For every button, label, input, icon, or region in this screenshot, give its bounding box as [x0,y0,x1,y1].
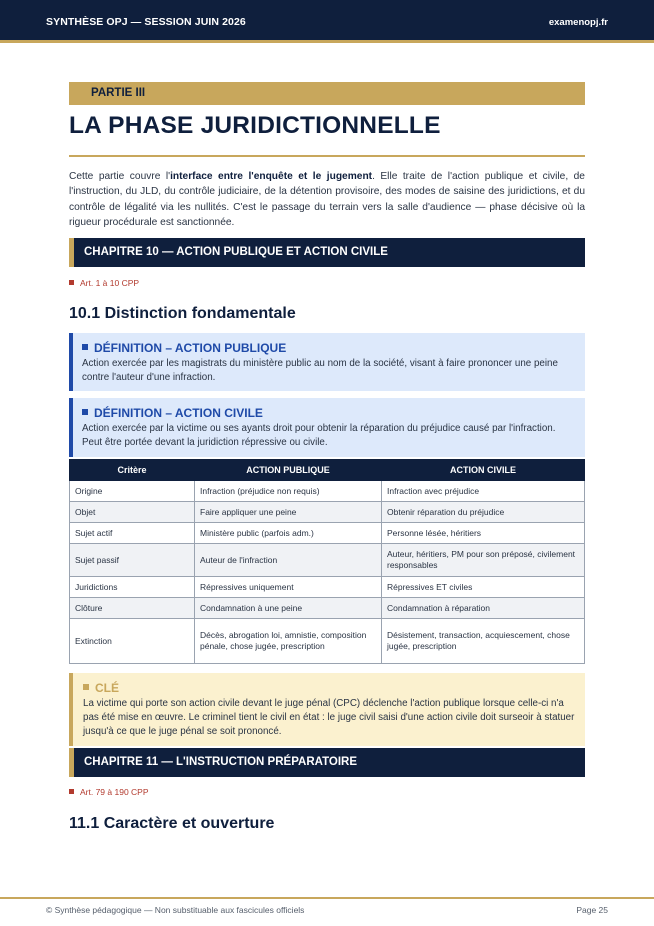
table-row [70,598,585,619]
definition-box-action-civile [69,398,585,457]
table-cell: Extinction [70,619,195,664]
table-cell: Condamnation à réparation [382,598,585,619]
page-title: LA PHASE JURIDICTIONNELLE [69,112,441,139]
square-bullet-icon [82,409,88,415]
chapter-11-reference [69,787,149,797]
definition-text: Action exercée par les magistrats du ministère public au nom de la société, visant à faire prononcer une peine contre l'auteur d'une infraction. [82,358,558,383]
table-cell: Répressives uniquement [195,577,382,598]
table-cell: Origine [70,481,195,502]
header-site: examenopj.fr [548,17,608,28]
definition-title [82,406,575,420]
key-callout-box [69,673,585,746]
page-number: Page 25 [576,905,608,915]
definition-title-text: DÉFINITION – ACTION CIVILE [94,406,263,420]
table-header-row [70,460,585,481]
key-title [83,681,575,695]
table-cell: Décès, abrogation loi, amnistie, composition pénale, chose jugée, prescription [195,619,382,664]
chapter-11-reference-text: Art. 79 à 190 CPP [80,787,149,797]
chapter-10-reference-text: Art. 1 à 10 CPP [80,278,140,288]
table-cell: Infraction avec préjudice [382,481,585,502]
table-row [70,481,585,502]
table-cell: Infraction (préjudice non requis) [195,481,382,502]
footer-divider [0,897,654,899]
definition-title [82,341,575,355]
header-title: SYNTHÈSE OPJ — SESSION JUIN 2026 [46,16,246,28]
table-cell: Juridictions [70,577,195,598]
table-cell: Auteur, héritiers, PM pour son préposé, civilement responsables [382,544,585,577]
title-divider [69,155,585,157]
table-cell: Sujet passif [70,544,195,577]
bullet-square-icon [69,280,74,285]
table-cell: Sujet actif [70,523,195,544]
bullet-square-icon [69,789,74,794]
table-cell: Ministère public (parfois adm.) [195,523,382,544]
chapter-11-heading: CHAPITRE 11 — L'INSTRUCTION PRÉPARATOIRE [69,748,585,777]
page-header [0,0,654,43]
square-bullet-icon [82,344,88,350]
table-cell: Clôture [70,598,195,619]
table-cell: Condamnation à une peine [195,598,382,619]
comparison-table [69,459,585,664]
table-row [70,523,585,544]
column-header: ACTION PUBLIQUE [195,460,382,481]
intro-text-after: . Elle traite de l'action publique et civile, de l'instruction, du JLD, du contrôle judiciaire, de la détention provisoire, des modes de saisine des juridictions, et du contrôle de légalité via les nullités. C'est le passage du terrain vers la salle d'audience — phase décisive où la rigueur procédurale est sanctionnée. [69,171,585,228]
chapter-10-reference [69,278,139,288]
table-cell: Faire appliquer une peine [195,502,382,523]
table-cell: Auteur de l'infraction [195,544,382,577]
square-bullet-icon [83,684,89,690]
part-label: PARTIE III [69,82,585,105]
table-row [70,577,585,598]
definition-text: Action exercée par la victime ou ses ayants droit pour obtenir la réparation du préjudice causé par l'infraction. Peut être portée devant la juridiction répressive ou civile. [82,423,556,448]
table-cell: Obtenir réparation du préjudice [382,502,585,523]
table-row [70,502,585,523]
table-cell: Répressives ET civiles [382,577,585,598]
table-row [70,544,585,577]
column-header: Critère [70,460,195,481]
table-cell: Personne lésée, héritiers [382,523,585,544]
column-header: ACTION CIVILE [382,460,585,481]
intro-text-before: Cette partie couvre l' [69,171,171,182]
intro-paragraph [69,169,585,230]
table-row [70,619,585,664]
definition-title-text: DÉFINITION – ACTION PUBLIQUE [94,341,287,355]
key-text: La victime qui porte son action civile devant le juge pénal (CPC) déclenche l'action publique lorsque celle-ci n'a pas été mise en œuvre. Le criminel tient le civil en état : le juge civil saisi d'une action civile doit surseoir à statuer jusqu'à ce que le juge pénal se soit prononcé. [83,698,575,737]
definition-box-action-publique [69,333,585,391]
section-10-1-title: 10.1 Distinction fondamentale [69,305,296,322]
table-cell: Objet [70,502,195,523]
footer-disclaimer: © Synthèse pédagogique — Non substituable aux fascicules officiels [46,905,305,915]
key-title-text: CLÉ [95,681,119,695]
chapter-10-heading: CHAPITRE 10 — ACTION PUBLIQUE ET ACTION CIVILE [69,238,585,267]
intro-text-bold: interface entre l'enquête et le jugement [170,171,373,182]
table-cell: Désistement, transaction, acquiescement, chose jugée, prescription [382,619,585,664]
section-11-1-title: 11.1 Caractère et ouverture [69,815,275,832]
